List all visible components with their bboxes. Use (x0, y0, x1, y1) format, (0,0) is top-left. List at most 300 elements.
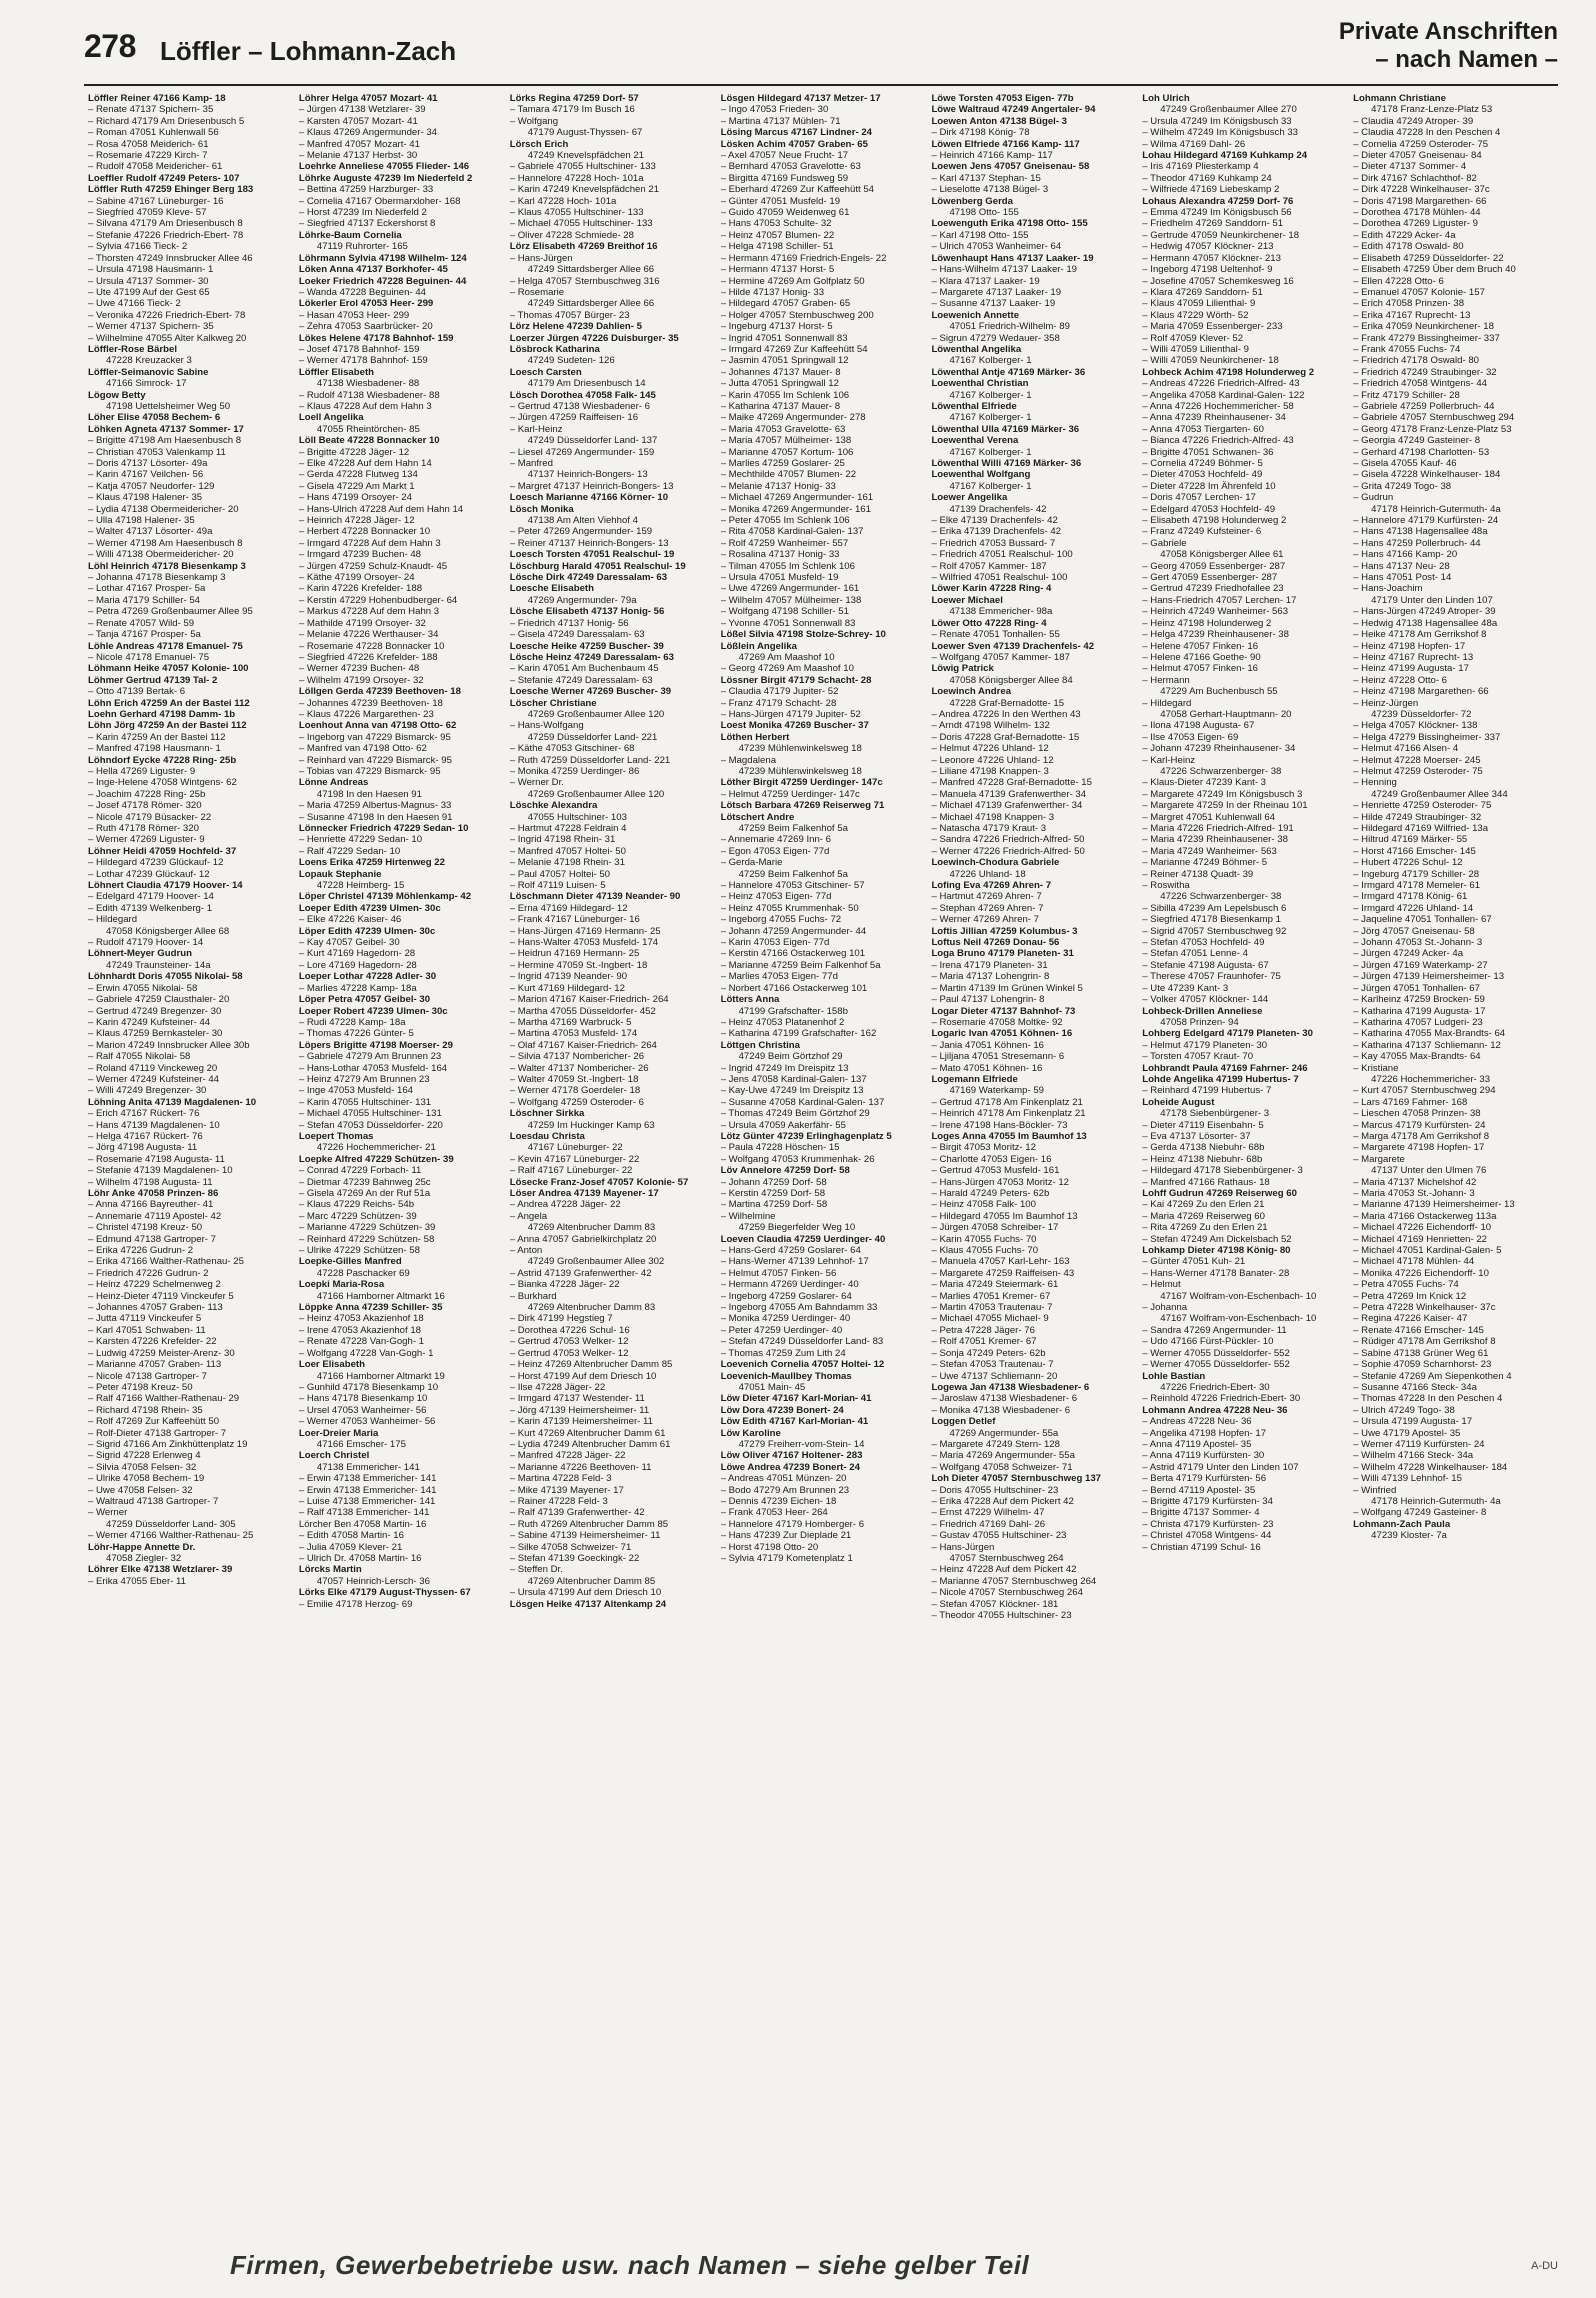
directory-entry: – Heinz 47053 Platanenhof 2 (720, 1016, 845, 1028)
directory-entry-head: Loepke-Gilles Manfred (298, 1256, 402, 1268)
directory-entry: 47178 Heinrich-Gutermuth- 4a (1371, 1495, 1501, 1507)
directory-entry: – Manfred 47057 Mozart- 41 (298, 138, 420, 150)
directory-entry: – Kay 47057 Geibel- 30 (298, 937, 400, 949)
directory-column (931, 93, 1138, 2241)
directory-entry: – Hildegard 47239 Glückauf- 12 (88, 857, 224, 869)
directory-entry: – Heinz 47167 Ruprecht- 13 (1353, 651, 1474, 663)
directory-entry: – Ulrich 47053 Wanheimer- 64 (931, 241, 1062, 253)
directory-entry: – Edmund 47138 Gartroper- 7 (88, 1233, 216, 1245)
directory-entry: – Doris 47228 Graf-Bernadotte- 15 (931, 731, 1080, 743)
directory-entry-head: Loesche Werner 47269 Buscher- 39 (509, 686, 672, 698)
directory-entry: – Melanie 47137 Honig- 33 (720, 480, 836, 492)
directory-entry: – Ursula 47199 Augusta- 17 (1353, 1416, 1473, 1428)
directory-entry: – Richard 47198 Rhein- 35 (88, 1404, 203, 1416)
directory-entry: – Helmut 47057 Finken- 56 (720, 1267, 837, 1279)
directory-entry: 47138 Wiesbadener- 88 (316, 378, 420, 390)
directory-entry: – Ingeburg 47179 Schiller- 28 (1353, 868, 1480, 880)
directory-entry: – Wolfgang 47228 Van-Gogh- 1 (298, 1347, 434, 1359)
directory-entry: – Thomas 47057 Bürger- 23 (509, 309, 630, 321)
directory-entry: – Josef 47178 Bahnhof- 159 (298, 343, 420, 355)
directory-entry: 47269 Großenbaumer Allee 120 (527, 708, 665, 720)
directory-entry: – Brigitte 47137 Sommer- 4 (1142, 1507, 1260, 1519)
directory-entry: 47249 Großenbaumer Allee 344 (1371, 788, 1508, 800)
directory-entry: Lörcher Ben 47058 Martin- 16 (298, 1518, 427, 1530)
directory-entry: – Marianne 47057 Kortum- 106 (720, 446, 854, 458)
directory-entry-head: Loeper Robert 47239 Ulmen- 30c (298, 1005, 448, 1017)
directory-entry-head: Loeper Lothar 47228 Adler- 30 (298, 971, 437, 983)
directory-entry: – Manfred 47166 Rathaus- 18 (1142, 1176, 1270, 1188)
directory-entry: 47051 Friedrich-Wilhelm- 89 (949, 321, 1070, 333)
directory-entry: – Mechthilde 47057 Blumen- 22 (720, 469, 857, 481)
directory-entry: – Hildegard 47055 Im Baumhof 13 (931, 1210, 1078, 1222)
directory-entry: – Hans 47178 Biesenkamp 10 (298, 1393, 428, 1405)
directory-entry: – Ruth 47259 Düsseldorfer Land- 221 (509, 754, 671, 766)
directory-entry-head: Löhner Heidi 47059 Hochfeld- 37 (88, 845, 237, 857)
directory-entry: – Andreas 47228 Neu- 36 (1142, 1416, 1252, 1428)
directory-entry: – Karl 47228 Hoch- 101a (509, 195, 617, 207)
directory-entry-head: Löv Annelore 47259 Dorf- 58 (720, 1165, 850, 1177)
directory-entry: – Ralf 47139 Grafenwerther- 42 (509, 1507, 645, 1519)
directory-entry: – Heinz-Dieter 47119 Vinckeufer 5 (88, 1290, 234, 1302)
directory-entry: – Hildegard (1142, 697, 1192, 709)
directory-entry: – Maria 47179 Schiller- 54 (88, 594, 200, 606)
directory-entry: – Marianne 47057 Sternbuschweg 264 (931, 1575, 1097, 1587)
directory-entry-head: Loepke Alfred 47229 Schützen- 39 (298, 1153, 454, 1165)
directory-entry: 47269 Angermunder- 79a (527, 594, 637, 606)
directory-entry: – Rita 47058 Kardinal-Galen- 137 (720, 526, 864, 538)
directory-entry: – Gabriele 47259 Clausthaler- 20 (88, 994, 230, 1006)
directory-entry-head: Lötschert Andre (720, 811, 795, 823)
directory-entry-head: Lohle Bastian (1142, 1370, 1206, 1382)
directory-entry: – Astrid 47139 Grafenwerther- 42 (509, 1267, 652, 1279)
directory-entry: – Reiner 47138 Quadt- 39 (1142, 868, 1254, 880)
directory-entry: – Bodo 47279 Am Brunnen 23 (720, 1484, 850, 1496)
directory-entry: – Hilde 47249 Straubinger- 32 (1353, 811, 1482, 823)
directory-entry: 47228 Heimberg- 15 (316, 880, 405, 892)
directory-entry-head: Lönnecker Friedrich 47229 Sedan- 10 (298, 823, 469, 834)
directory-entry-head: Lohff Gudrun 47269 Reiserweg 60 (1142, 1188, 1297, 1199)
directory-entry: – Sabine 47138 Grüner Weg 61 (1353, 1347, 1489, 1359)
directory-entry: – Kay 47055 Max-Brandts- 64 (1353, 1051, 1481, 1063)
directory-entry-head: Lögow Betty (88, 389, 146, 401)
directory-entry-head: Löher Elise 47058 Bechem- 6 (88, 412, 221, 424)
directory-entry-head: Löschmann Dieter 47139 Neander- 90 (509, 891, 681, 903)
directory-entry-head: Loesdau Christa (509, 1130, 585, 1142)
directory-entry: – Hans-Wilhelm 47137 Laaker- 19 (931, 264, 1078, 276)
directory-entry: – Rita 47269 Zu den Erlen 21 (1142, 1222, 1268, 1234)
directory-entry: – Elke 47226 Kaiser- 46 (298, 914, 402, 926)
directory-entry: 47138 Emmericher- 98a (949, 606, 1053, 618)
directory-entry: – Angelika 47058 Kardinal-Galen- 122 (1142, 389, 1305, 401)
directory-entry-head: Loges Anna 47055 Im Baumhof 13 (931, 1130, 1087, 1142)
directory-entry: – Helga 47239 Rheinhausener- 38 (1142, 629, 1289, 641)
directory-entry: – Friedrich 47137 Honig- 56 (509, 617, 629, 629)
directory-entry: – Hedwig 47057 Klöckner- 213 (1142, 241, 1274, 253)
directory-entry-head: Loerch Christel (298, 1450, 370, 1462)
directory-entry: – Sigrun 47279 Wedauer- 358 (931, 332, 1060, 344)
directory-entry: – Nicole 47179 Büsacker- 22 (88, 811, 212, 823)
directory-entry: – Helmut 47057 Finken- 16 (1142, 663, 1259, 675)
directory-entry: – Werner 47055 Düsseldorfer- 552 (1142, 1347, 1290, 1359)
directory-entry: – Ute 47199 Auf der Gest 65 (88, 286, 210, 298)
directory-entry: – Dorothea 47226 Schul- 16 (509, 1324, 630, 1336)
directory-entry: – Gisela 47249 Daressalam- 63 (509, 629, 645, 641)
directory-entry: – Klaus 47269 Angermunder- 34 (298, 127, 437, 139)
directory-entry: – Maria 47059 Essenberger- 233 (1142, 321, 1283, 333)
directory-entry: – Karin 47055 Fuchs- 70 (931, 1233, 1037, 1245)
directory-entry: – Hans-Jürgen 47169 Hermann- 25 (509, 925, 661, 937)
directory-entry: – Rosemarie 47229 Kirch- 7 (88, 150, 208, 162)
directory-entry: – Gerda-Marie (720, 857, 783, 869)
directory-entry: – Maria 47239 Rheinhausener- 38 (1142, 834, 1288, 846)
directory-entry-head: Löwenthal Elfriede (931, 400, 1017, 412)
directory-entry: – Werner Dr. (509, 777, 564, 789)
directory-entry: – Stefanie 47269 Am Siepenkothen 4 (1353, 1370, 1512, 1382)
directory-entry: – Werner 47249 Kufsteiner- 44 (88, 1073, 220, 1085)
directory-entry-head: Lötters Anna (720, 994, 780, 1006)
directory-entry: 47226 Schwarzenberger- 38 (1160, 891, 1282, 903)
directory-entry: – Walter 47137 Lösorter- 49a (88, 526, 213, 538)
name-range: Löffler – Lohmann-Zach (160, 36, 457, 66)
directory-entry-head: Logar Dieter 47137 Bahnhof- 73 (931, 1005, 1076, 1017)
directory-entry: – Bettina 47259 Harzburger- 33 (298, 184, 434, 196)
section-title-line1: Private Anschriften (1338, 18, 1558, 45)
directory-entry: 47226 Schwarzenberger- 38 (1160, 765, 1282, 777)
directory-entry: – Marianne 47139 Heimersheimer- 13 (1353, 1199, 1515, 1211)
directory-entry: – Ilona 47198 Augusta- 67 (1142, 720, 1255, 732)
directory-entry: – Rosa 47058 Meiderich- 61 (88, 138, 209, 150)
directory-entry: – Klaus 47259 Bernkasteler- 30 (88, 1028, 223, 1040)
directory-entry: – Ingrid 47051 Sonnenwall 83 (720, 332, 848, 344)
directory-entry: – Bianca 47226 Friedrich-Alfred- 43 (1142, 435, 1294, 447)
directory-entry: – Gudrun (1353, 492, 1394, 504)
directory-entry-head: Loesche Heike 47259 Buscher- 39 (509, 640, 664, 652)
directory-entry: – Johannes 47239 Beethoven- 18 (298, 697, 443, 709)
directory-entry: – Inge 47053 Musfeld- 164 (298, 1085, 414, 1097)
directory-entry-head: Lohmann-Zach Paula (1353, 1518, 1451, 1530)
directory-entry: – Gabriele 47057 Sternbuschweg 294 (1353, 412, 1515, 424)
directory-entry: 47228 Kreuzacker 3 (106, 355, 192, 367)
directory-entry-head: Logewa Jan 47138 Wiesbadener- 6 (931, 1381, 1090, 1393)
directory-entry-head: Lökes Helene 47178 Bahnhof- 159 (298, 332, 454, 344)
directory-entry: – Bianka 47228 Jäger- 22 (509, 1279, 620, 1291)
directory-entry: – Maria 47053 St.-Johann- 3 (1353, 1188, 1475, 1199)
directory-entry: – Klara 47137 Laaker- 19 (931, 275, 1040, 287)
directory-entry: – Stefan 47139 Goeckingk- 22 (509, 1553, 640, 1564)
directory-entry: – Karl 47198 Otto- 155 (931, 229, 1029, 241)
directory-entry: – Siegfried 47059 Kleve- 57 (88, 207, 207, 219)
directory-entry: – Wilma 47169 Dahl- 26 (1142, 138, 1246, 150)
directory-entry: – Horst 47199 Auf dem Driesch 10 (509, 1370, 657, 1382)
directory-entry: – Ellen 47228 Otto- 6 (1353, 275, 1444, 287)
directory-entry: – Ursula 47249 Im Königsbusch 33 (1142, 115, 1292, 127)
directory-entry: – Werner 47239 Buchen- 48 (298, 663, 420, 675)
directory-entry: – Hubert 47226 Schul- 12 (1353, 857, 1463, 869)
directory-entry-head: Loewenguth Erika 47198 Otto- 155 (931, 218, 1088, 230)
directory-entry: – Astrid 47179 Unter den Linden 107 (1142, 1461, 1299, 1473)
directory-entry-head: Loggen Detlef (931, 1416, 996, 1428)
directory-entry-head: Löw Dieter 47167 Karl-Morian- 41 (720, 1393, 872, 1405)
directory-entry: – Ingeborg van 47229 Bismarck- 95 (298, 731, 451, 743)
directory-entry-head: Löwenthal Antje 47169 Märker- 36 (931, 366, 1086, 378)
directory-entry: – Jörg 47198 Augusta- 11 (88, 1142, 198, 1154)
directory-entry-head: Lößel Silvia 47198 Stolze-Schrey- 10 (720, 629, 886, 641)
directory-entry: – Emanuel 47057 Kolonie- 157 (1353, 286, 1485, 298)
directory-entry: – Martina 47053 Musfeld- 174 (509, 1028, 638, 1040)
directory-entry: – Martin 47053 Trautenau- 7 (931, 1302, 1053, 1314)
directory-entry: – Manfred 47228 Graf-Bernadotte- 15 (931, 777, 1092, 789)
directory-entry-head: Lörks Elke 47179 August-Thyssen- 67 (298, 1587, 471, 1599)
directory-entry: – Sophie 47059 Scharnhorst- 23 (1353, 1359, 1492, 1371)
directory-entry: – Martina 47259 Dorf- 58 (720, 1199, 828, 1211)
directory-entry: 47138 Am Alten Viehhof 4 (527, 515, 638, 527)
directory-entry: – Ute 47239 Kant- 3 (1142, 982, 1229, 994)
directory-entry: 47228 Graf-Bernadotte- 15 (949, 697, 1065, 709)
directory-entry: – Hans 47137 Neu- 28 (1353, 560, 1450, 572)
directory-entry: 47226 Hochemmericher- 21 (316, 1142, 436, 1154)
directory-entry: – Anton (509, 1245, 543, 1257)
directory-entry: 47178 Franz-Lenze-Platz 53 (1371, 104, 1493, 116)
directory-entry: – Dieter 47057 Gneisenau- 84 (1353, 150, 1482, 162)
directory-entry: – Frank 47053 Heer- 264 (720, 1507, 828, 1519)
directory-entry: – Susanne 47058 Kardinal-Galen- 137 (720, 1096, 885, 1108)
directory-entry: – Winfried (1353, 1484, 1397, 1496)
directory-entry-head: Löken Anna 47137 Borkhofer- 45 (298, 264, 448, 276)
directory-entry: – Kurt 47269 Altenbrucher Damm 61 (509, 1427, 666, 1439)
directory-entry: – Hans 47139 Magdalenen- 10 (88, 1119, 220, 1131)
directory-entry: – Johannes 47137 Mauer- 8 (720, 366, 841, 378)
directory-entry: – Bernd 47119 Apostel- 35 (1142, 1484, 1256, 1496)
directory-entry: – Heinrich 47228 Jäger- 12 (298, 515, 415, 527)
directory-entry: – Hildegard 47178 Siebenbürgener- 3 (1142, 1165, 1303, 1177)
directory-entry: 47199 Grafschafter- 158b (738, 1005, 848, 1017)
directory-entry: – Wilhelm 47198 Augusta- 11 (88, 1176, 213, 1188)
directory-entry-head: Löwer Otto 47228 Ring- 4 (931, 617, 1047, 629)
directory-entry: – Michael 47051 Kardinal-Galen- 5 (1353, 1245, 1502, 1257)
directory-entry: – Karl-Heinz (1142, 754, 1196, 766)
directory-entry: – Karin 47249 Kufsteiner- 44 (88, 1016, 211, 1028)
directory-entry: – Reiner 47137 Heinrich-Bongers- 13 (509, 537, 669, 549)
directory-entry: – Irmgard 47269 Zur Kaffeehütt 54 (720, 343, 868, 355)
directory-entry: – Erika 47228 Auf dem Pickert 42 (931, 1495, 1074, 1507)
directory-entry-head: Loell Angelika (298, 412, 364, 424)
directory-entry: – Gunhild 47178 Biesenkamp 10 (298, 1381, 439, 1393)
directory-entry: – Heinz 47058 Falk- 100 (931, 1199, 1036, 1211)
directory-entry: – Ulla 47198 Halener- 35 (88, 515, 195, 527)
directory-entry: – Lothar 47167 Prosper- 5a (88, 583, 206, 595)
directory-entry: – Margarete 47259 In der Rheinau 101 (1142, 800, 1308, 812)
directory-entry: – Karl 47051 Schwaben- 11 (88, 1324, 206, 1336)
directory-entry: – Ingrid 47139 Neander- 90 (509, 971, 628, 983)
directory-entry: – Klaus 47228 Auf dem Hahn 3 (298, 400, 432, 412)
directory-entry: – Werner 47178 Goerdeler- 18 (509, 1085, 641, 1097)
directory-entry: – Uwe 47166 Tieck- 2 (88, 298, 181, 310)
directory-entry: – Paul 47137 Lohengrin- 8 (931, 994, 1045, 1006)
directory-entry: 47269 Altenbrucher Damm 83 (527, 1222, 656, 1234)
directory-entry: – Katharina 47055 Max-Brandts- 64 (1353, 1028, 1506, 1040)
directory-entry: – Eberhard 47269 Zur Kaffeehütt 54 (720, 184, 875, 196)
directory-entry: – Jürgen 47138 Wetzlarer- 39 (298, 104, 426, 116)
directory-entry-head: Löhmer Gertrud 47139 Tal- 2 (88, 674, 218, 686)
directory-entry: 47058 Prinzen- 94 (1160, 1016, 1239, 1028)
directory-entry: – Jens 47058 Kardinal-Galen- 137 (720, 1073, 867, 1085)
directory-entry: – Hermine 47269 Am Golfplatz 50 (720, 275, 865, 287)
directory-entry: – Helga 47198 Schiller- 51 (720, 241, 834, 253)
directory-entry: – Tilman 47055 Im Schlenk 106 (720, 560, 855, 572)
directory-entry-head: Löhrke-Baum Cornelia (298, 229, 402, 241)
directory-entry-head: Löwenthal Angelika (931, 343, 1022, 355)
directory-entry-head: Lörz Helene 47239 Dahlien- 5 (509, 321, 642, 333)
directory-entry: – Lieselotte 47138 Bügel- 3 (931, 184, 1049, 196)
directory-entry: – Hans-Ulrich 47228 Auf dem Hahn 14 (298, 503, 464, 515)
directory-entry: – Hermann 47057 Klöckner- 213 (1142, 252, 1281, 264)
directory-entry: – Friedrich 47249 Straubinger- 32 (1353, 366, 1497, 378)
directory-entry: – Gertrud 47178 Am Finkenplatz 21 (931, 1096, 1083, 1108)
directory-entry-head: Löhken Agneta 47137 Sommer- 17 (88, 423, 244, 435)
directory-entry-head: Loh Dieter 47057 Sternbuschweg 137 (931, 1473, 1101, 1485)
directory-entry-head: Loewer Michael (931, 594, 1003, 606)
directory-entry-head: Löwe Torsten 47053 Eigen- 77b (931, 93, 1074, 104)
directory-entry: – Ursula 47198 Hausmann- 1 (88, 264, 214, 276)
directory-entry: – Käthe 47053 Gitschiner- 68 (509, 743, 635, 755)
directory-entry: – Manfred van 47198 Otto- 62 (298, 743, 427, 755)
directory-entry-head: Löffler-Rose Bärbel (88, 343, 178, 355)
directory-entry: – Georg 47269 Am Maashof 10 (720, 663, 854, 675)
directory-entry: – Heinz 47055 Krummenhak- 50 (720, 902, 859, 914)
directory-entry: – Dieter 47119 Eisenbahn- 5 (1142, 1119, 1264, 1131)
directory-entry: – Dirk 47198 König- 78 (931, 127, 1030, 139)
directory-entry: 47167 Kolberger- 1 (949, 355, 1032, 367)
directory-entry: – Silvana 47179 Am Driesenbusch 8 (88, 218, 243, 230)
directory-entry: 47259 Im Huckinger Kamp 63 (527, 1119, 655, 1131)
directory-entry: – Wolfgang 47057 Kammer- 187 (931, 651, 1070, 663)
directory-entry-head: Lörcks Martin (298, 1564, 362, 1576)
directory-entry-head: Löhrmann Sylvia 47198 Wilhelm- 124 (298, 252, 467, 264)
directory-entry: – Elisabeth 47259 Über dem Bruch 40 (1353, 264, 1516, 276)
directory-entry-head: Lohmann Christiane (1353, 93, 1446, 104)
directory-entry: – Rudolf 47179 Hoover- 14 (88, 937, 204, 949)
directory-entry: – Gabriele 47259 Pollerbruch- 44 (1353, 400, 1495, 412)
directory-entry: 47179 Am Driesenbusch 14 (527, 378, 646, 390)
directory-entry: – Angelika 47198 Hopfen- 17 (1142, 1427, 1267, 1439)
directory-entry: – Willi 47059 Neunkirchener- 18 (1142, 355, 1279, 367)
directory-entry: – Peter 47055 Im Schlenk 106 (720, 515, 850, 527)
directory-entry: – Liliane 47198 Knappen- 3 (931, 765, 1049, 777)
directory-entry: – Erika 47055 Eber- 11 (88, 1575, 186, 1587)
directory-entry-head: Löwenthal Ulla 47169 Märker- 36 (931, 423, 1080, 435)
directory-entry: – Ingrid 47198 Rhein- 31 (509, 834, 616, 846)
directory-entry: – Maria 47137 Lohengrin- 8 (931, 971, 1050, 983)
section-title-line2: – nach Namen – (1375, 46, 1558, 73)
directory-entry: – Stefanie 47139 Magdalenen- 10 (88, 1165, 233, 1177)
directory-entry: – Ursel 47053 Wanheimer- 56 (298, 1404, 427, 1416)
directory-entry: – Edith 47229 Acker- 4a (1353, 229, 1456, 241)
directory-entry: – Hildegard (88, 914, 138, 926)
directory-entry: – Erich 47167 Rückert- 76 (88, 1108, 200, 1120)
directory-entry: – Dieter 47053 Hochfeld- 49 (1142, 469, 1263, 481)
directory-entry-head: Löwen Elfriede 47166 Kamp- 117 (931, 138, 1080, 150)
directory-entry: – Michael 47139 Grafenwerther- 34 (931, 800, 1083, 812)
directory-entry: – Jürgen 47139 Heimersheimer- 13 (1353, 971, 1505, 983)
directory-entry: – Hannelore 47053 Gitschiner- 57 (720, 880, 865, 892)
directory-entry: – Ralf 47167 Lüneburger- 22 (509, 1165, 633, 1177)
directory-entry: – Ursula 47199 Auf dem Driesch 10 (509, 1587, 662, 1599)
directory-entry: – Marlies 47228 Kamp- 18a (298, 982, 417, 994)
directory-entry: – Oliver 47228 Schmiede- 28 (509, 229, 634, 241)
directory-entry: – Thomas 47228 In den Peschen 4 (1353, 1393, 1503, 1405)
directory-entry-head: Lopauk Stephanie (298, 868, 382, 880)
directory-entry: – Gert 47059 Essenberger- 287 (1142, 572, 1278, 584)
directory-entry: – Markus 47228 Auf dem Hahn 3 (298, 606, 440, 618)
directory-entry: – Christa 47179 Kurfürsten- 23 (1142, 1518, 1274, 1530)
directory-entry: – Jürgen 47259 Schulz-Knaudt- 45 (298, 560, 448, 572)
directory-entry: – Hans-Jürgen 47053 Moritz- 12 (931, 1176, 1070, 1188)
directory-entry-head: Loewenich Annette (931, 309, 1020, 321)
directory-entry-head: Löwenthal Willi 47169 Märker- 36 (931, 458, 1082, 469)
directory-entry: – Renate 47228 Van-Gogh- 1 (298, 1336, 425, 1348)
directory-entry-head: Löthen Herbert (720, 731, 790, 743)
directory-entry: – Margarete 47259 Raiffeisen- 43 (931, 1267, 1075, 1279)
directory-entry: – Ludwig 47259 Meister-Arenz- 30 (88, 1347, 235, 1359)
directory-entry: – Reinhard 47199 Hubertus- 7 (1142, 1085, 1272, 1097)
directory-entry: 47229 Am Buchenbusch 55 (1160, 686, 1278, 698)
directory-entry: – Hartmut 47228 Feldrain 4 (509, 823, 627, 834)
directory-entry: – Hannelore 47179 Homberger- 6 (720, 1518, 865, 1530)
directory-entry: – Hella 47269 Liguster- 9 (88, 765, 196, 777)
directory-entry: – Claudia 47249 Atroper- 39 (1353, 115, 1474, 127)
directory-entry: – Friedrich 47169 Dahl- 26 (931, 1518, 1046, 1530)
directory-entry: – Yvonne 47051 Sonnenwall 83 (720, 617, 856, 629)
directory-entry: – Ralf 47138 Emmericher- 141 (298, 1507, 430, 1519)
directory-entry: – Elisabeth 47259 Düsseldorfer- 22 (1353, 252, 1504, 264)
directory-entry-head: Lönne Andreas (298, 777, 369, 789)
directory-entry: – Monika 47269 Angermunder- 161 (720, 503, 871, 515)
directory-entry: 47166 Emscher- 175 (316, 1438, 406, 1450)
directory-entry: – Werner (88, 1507, 128, 1519)
directory-entry: – Renate 47137 Spichern- 35 (88, 104, 214, 116)
directory-entry: – Rosemarie (509, 286, 565, 298)
directory-entry: – Johann 47259 Angermunder- 44 (720, 925, 867, 937)
directory-entry: – Stefanie 47226 Friedrich-Ebert- 78 (88, 229, 244, 241)
directory-entry: – Annemarie 47119 Apostel- 42 (88, 1210, 222, 1222)
directory-column (721, 93, 928, 2241)
directory-entry: – Anna 47226 Hochemmericher- 58 (1142, 400, 1294, 412)
directory-entry: – Marianne 47249 Böhmer- 5 (1142, 857, 1268, 869)
directory-entry: – Egon 47053 Eigen- 77d (720, 845, 830, 857)
directory-entry: – Tobias van 47229 Bismarck- 95 (298, 765, 441, 777)
directory-entry: – Werner 47166 Walther-Rathenau- 25 (88, 1530, 254, 1542)
directory-entry: – Hans-Werner 47139 Lehnhof- 17 (720, 1256, 869, 1268)
directory-entry: – Dorothea 47269 Liguster- 9 (1353, 218, 1478, 230)
directory-column (88, 93, 295, 2241)
directory-entry: – Karin 47167 Veilchen- 56 (88, 469, 204, 481)
directory-entry: – Willi 47059 Lilienthal- 9 (1142, 343, 1249, 355)
directory-entry: – Georg 47059 Essenberger- 287 (1142, 560, 1286, 572)
directory-entry: – Frank 47167 Lüneburger- 16 (509, 914, 640, 926)
directory-entry: – Rolf 47057 Kammer- 187 (931, 560, 1047, 572)
directory-entry: – Udo 47166 Fürst-Pückler- 10 (1142, 1336, 1274, 1348)
directory-entry: – Renate 47166 Emscher- 145 (1353, 1324, 1484, 1336)
directory-entry: – Otto 47139 Bertak- 6 (88, 686, 186, 698)
directory-entry: – Irena 47179 Planeten- 31 (931, 959, 1048, 971)
directory-entry: 47226 Friedrich-Ebert- 30 (1160, 1381, 1270, 1393)
directory-columns (88, 93, 1560, 2241)
directory-entry-head: Lohau Hildegard 47169 Kuhkamp 24 (1142, 150, 1308, 162)
directory-entry: – Burkhard (509, 1290, 557, 1302)
directory-entry: – Josefine 47057 Schemkesweg 16 (1142, 275, 1294, 287)
directory-entry: – Karin 47226 Krefelder- 188 (298, 583, 423, 595)
directory-entry: – Jaroslaw 47138 Wiesbadener- 6 (931, 1393, 1078, 1405)
